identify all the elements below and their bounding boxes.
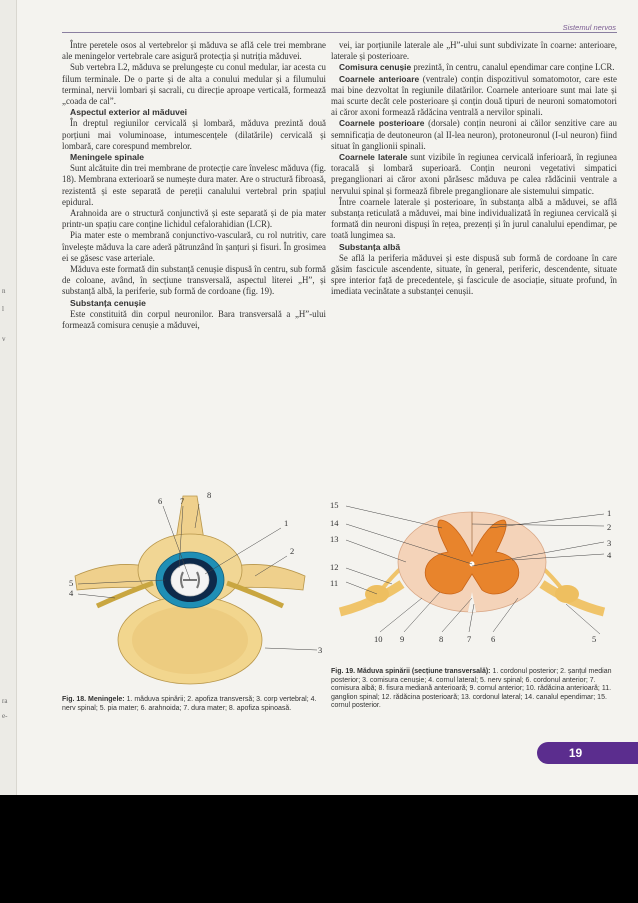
fig19-label: 2: [607, 522, 612, 532]
term-grey-commissure: Comisura cenușie: [339, 62, 412, 73]
margin-mark: n: [2, 287, 6, 295]
paragraph: Între peretele osos al vertebrelor și măduva se află cele trei membrane ale meningelor vertebrale care asigură protecția și nutriția măduvei.: [62, 40, 326, 62]
fig19-label: 14: [330, 518, 339, 528]
fig18-label: 4: [69, 588, 74, 598]
vertebra-illustration: [75, 496, 317, 684]
left-text-column: [62, 40, 326, 331]
fig19-label: 9: [400, 634, 405, 644]
paragraph: Este constituită din corpul neuronilor. Bara transversală a „H”-ului formează comisura cenușie a măduvei,: [62, 308, 326, 331]
figure-19-caption: [331, 668, 617, 711]
paragraph: [331, 118, 617, 152]
figure-18-meninges-diagram: [55, 488, 325, 688]
fig19-label: 1: [607, 508, 612, 518]
heading-spinal-meninges: Meningele spinale: [70, 152, 145, 163]
paragraph-text: (dorsale) conțin neuroni ai căilor senzitive care au semnificația de deutoneuron (al II-lea neuron), protoneuronul (I-ul neuron) fiind situat în ganglionii spinali.: [331, 118, 617, 151]
caption-text: 1. cordonul posterior; 2. șanțul median posterior; 3. comisura cenușie; 4. cornul lateral; 5. nerv spinal; 6. cordonul anterior; 7. comisura albă; 8. fisura mediană anterioară; 9. cornul anterior; 10. rădăcina anterioară; 11. ganglion spinal; 12. rădăcina posterioară; 13. cordonul lateral; 14. canalul ependimar; 15. cornul posterior.: [331, 668, 612, 710]
margin-mark: e-: [2, 712, 8, 720]
fig18-label: 7: [180, 496, 185, 506]
margin-mark: ra: [2, 697, 8, 705]
fig18-label: 1: [284, 518, 289, 528]
fig19-label: 12: [330, 562, 339, 572]
paragraph: vei, iar porțiunile laterale ale „H”-ului sunt subdivizate în coarne: anterioare, laterale și posterioare.: [331, 40, 617, 62]
fig19-label: 11: [330, 578, 339, 588]
paragraph: [331, 152, 617, 197]
paragraph: Pia mater este o membrană conjunctivo-vasculară, cu rol nutritiv, care învelește măduva la care aderă pătrunzând în șanțuri și fisuri. În grosimea ei se găsesc vase arteriale.: [62, 230, 326, 263]
caption-text: 1. măduva spinării; 2. apofiza transversă; 3. corp vertebral; 4. nerv spinal; 5. pia mater; 6. arahnoida; 7. dura mater; 8. apofiza spinoasă.: [62, 696, 317, 712]
fig19-label: 13: [330, 534, 339, 544]
right-text-column: [331, 40, 617, 298]
term-lateral-horns: Coarnele laterale: [339, 152, 408, 163]
paragraph: [331, 74, 617, 119]
heading-exterior-aspect: Aspectul exterior al măduvei: [70, 107, 188, 118]
caption-title: Fig. 18. Meningele:: [62, 696, 125, 703]
header-rule: [62, 32, 617, 33]
fig19-label: 7: [467, 634, 472, 644]
previous-page-edge: [0, 0, 17, 795]
fig18-label: 5: [69, 578, 74, 588]
section-title: Sistemul nervos: [562, 23, 616, 32]
paragraph: În dreptul regiunilor cervicală și lombară, măduva prezintă două porțiuni mai voluminoase, intumescențele (dilatările) cervicală și lombară, care corespund membrelor.: [62, 118, 326, 151]
paragraph: [331, 62, 617, 73]
fig19-label: 6: [491, 634, 496, 644]
fig19-label: 15: [330, 500, 339, 510]
fig18-label: 3: [318, 645, 323, 655]
caption-title: Fig. 19. Măduva spinării (secțiune transversală):: [331, 668, 491, 675]
heading-white-matter: Substanța albă: [339, 241, 401, 252]
paragraph: Între coarnele laterale și posterioare, în substanța albă a măduvei, se află substanța reticulată a măduvei, mai bine individualizată în regiunea cervicală și formată din neuroni dispuși în rețea, prezenți și în jurul canalului ependimar, pe toată lungimea sa.: [331, 196, 617, 241]
paragraph-text: sunt vizibile în regiunea cervicală inferioară, în regiunea toracală și lombară superioară. Conțin neuroni vegetativi simpatici preganglionari ai căror axoni părăsesc măduva pe calea rădăcinii ventrale a nervului spinal și formează fibrele preganglionare ale sistemului simpatic.: [331, 152, 617, 196]
paragraph: Măduva este formată din substanță cenușie dispusă în centru, sub formă de coloane, având, în secțiune transversală, aspectul literei „H”, și substanță albă, la periferie, sub formă de cordoane (fig. 19).: [62, 264, 326, 297]
margin-mark: v: [2, 335, 6, 343]
margin-mark: l: [2, 305, 4, 313]
paragraph: Sunt alcătuite din trei membrane de protecție care învelesc măduva (fig. 18). Membrana exterioară se numește dura mater. Are o structură fibroasă, rezistentă și este separată de pereții canalului vertebral prin spațiul epidural.: [62, 163, 326, 207]
paragraph-text: (ventrale) conțin dispozitivul somatomotor, care este mai bine dezvoltat în regiunile dilatărilor. Coarnele anterioare sunt mai late și mai scurte decât cele posterioare și conțin două tipuri de neuroni somatomotori ai căror axoni formează rădăcina ventrală a nervilor spinali.: [331, 73, 617, 118]
term-anterior-horns: Coarnele anterioare: [339, 73, 420, 84]
figure-18-caption: [62, 696, 324, 713]
page-number-tab: [537, 742, 638, 764]
paragraph: Se află la periferia măduvei și este dispusă sub formă de cordoane în care găsim fascicule ascendente, situate, în general, periferic, descendente, situate spre interior față de precedentele, și fascicule de asociație, situate profund, în imediata vecinătate a substanței cenușii.: [331, 252, 617, 297]
paragraph: Sub vertebra L2, măduva se prelungește cu conul medular, iar acesta cu filum terminale. De o parte și de alta a conului medular și a filumului terminal, nervii lombari și sacrali, cu direcție aproape verticală, formează „coada de cal”.: [62, 62, 326, 107]
fig18-label: 8: [207, 490, 212, 500]
heading-grey-matter: Substanța cenușie: [70, 297, 146, 308]
fig19-label: 4: [607, 550, 612, 560]
page-number: 19: [568, 746, 583, 760]
fig18-label: 6: [158, 496, 163, 506]
fig19-label: 10: [374, 634, 383, 644]
paragraph-text: prezintă, în centru, canalul ependimar care conține LCR.: [411, 62, 615, 73]
paragraph: Arahnoida are o structură conjunctivă și este separată și de pia mater printr-un spațiu care conține lichidul cefalorahidian (LCR).: [62, 208, 326, 230]
fig19-label: 3: [607, 538, 612, 548]
fig19-label: 8: [439, 634, 444, 644]
fig18-label: 2: [290, 546, 295, 556]
term-posterior-horns: Coarnele posterioare: [339, 118, 425, 129]
fig19-label: 5: [592, 634, 597, 644]
figure-19-spinal-cord-section: [322, 494, 622, 654]
spinal-cord-illustration: [340, 506, 604, 634]
